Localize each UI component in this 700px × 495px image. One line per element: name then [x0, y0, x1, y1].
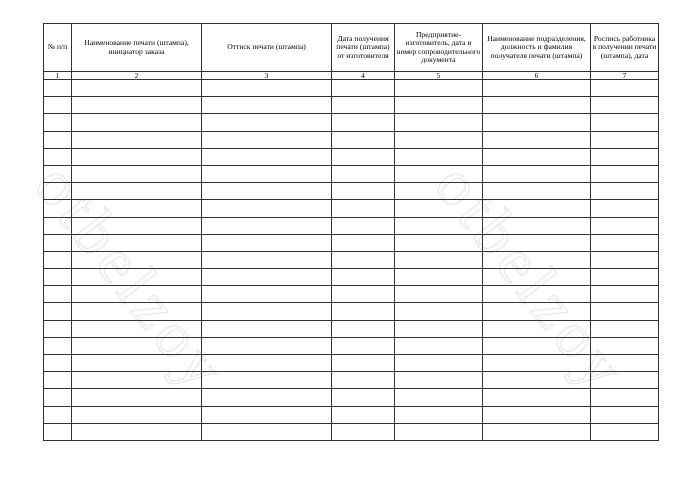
table-cell [483, 286, 591, 303]
table-cell [483, 234, 591, 251]
table-cell [483, 355, 591, 372]
table-cell [591, 97, 659, 114]
table-cell [483, 320, 591, 337]
table-cell [395, 97, 483, 114]
table-row [44, 97, 659, 114]
table-cell [332, 251, 395, 268]
table-row [44, 251, 659, 268]
table-cell [202, 165, 332, 182]
table-cell [591, 320, 659, 337]
table-cell [332, 165, 395, 182]
table-row [44, 165, 659, 182]
table-row [44, 80, 659, 97]
table-cell [591, 337, 659, 354]
table-cell [332, 80, 395, 97]
table-cell [483, 303, 591, 320]
table-cell [591, 251, 659, 268]
table-cell [591, 148, 659, 165]
table-cell [44, 389, 72, 406]
table-cell [483, 165, 591, 182]
table-cell [591, 372, 659, 389]
table-cell [202, 80, 332, 97]
header-cell: Предприятие-изготовитель, дата и номер сопроводительного документа [395, 24, 483, 72]
table-cell [395, 372, 483, 389]
table-row [44, 131, 659, 148]
table-row [44, 355, 659, 372]
table-row [44, 269, 659, 286]
table-row [44, 389, 659, 406]
table-cell [483, 337, 591, 354]
table-cell [202, 183, 332, 200]
table-cell [72, 200, 202, 217]
table-cell [483, 423, 591, 440]
table-cell [591, 200, 659, 217]
table-row [44, 217, 659, 234]
column-number: 6 [483, 72, 591, 80]
table-cell [483, 389, 591, 406]
table-cell [332, 114, 395, 131]
table-cell [202, 320, 332, 337]
header-cell: Роспись работника в получении печати (штампа), дата [591, 24, 659, 72]
table-cell [44, 269, 72, 286]
table-cell [395, 337, 483, 354]
header-cell: Дата получения печати (штампа) от изготовителя [332, 24, 395, 72]
table-cell [395, 355, 483, 372]
table-cell [202, 286, 332, 303]
journal-sheet [43, 23, 658, 441]
table-cell [202, 251, 332, 268]
table-cell [332, 406, 395, 423]
table-cell [332, 131, 395, 148]
table-cell [202, 200, 332, 217]
table-cell [72, 97, 202, 114]
table-cell [332, 217, 395, 234]
table-cell [44, 234, 72, 251]
table-cell [332, 355, 395, 372]
table-cell [483, 114, 591, 131]
table-cell [591, 234, 659, 251]
table-cell [44, 337, 72, 354]
table-cell [44, 183, 72, 200]
table-cell [72, 234, 202, 251]
table-cell [72, 320, 202, 337]
table-row [44, 423, 659, 440]
table-cell [591, 389, 659, 406]
table-row [44, 114, 659, 131]
table-cell [395, 234, 483, 251]
table-cell [44, 355, 72, 372]
table-cell [72, 165, 202, 182]
table-cell [72, 114, 202, 131]
table-cell [202, 355, 332, 372]
table-cell [591, 114, 659, 131]
table-cell [72, 303, 202, 320]
table-cell [72, 251, 202, 268]
table-cell [72, 406, 202, 423]
table-cell [44, 423, 72, 440]
column-number: 3 [202, 72, 332, 80]
table-cell [591, 303, 659, 320]
table-row [44, 337, 659, 354]
table-cell [44, 251, 72, 268]
table-cell [202, 303, 332, 320]
table-row [44, 200, 659, 217]
table-cell [72, 269, 202, 286]
table-cell [202, 234, 332, 251]
table-cell [44, 320, 72, 337]
table-cell [44, 303, 72, 320]
table-cell [332, 148, 395, 165]
table-cell [395, 183, 483, 200]
table-cell [591, 406, 659, 423]
table-cell [202, 423, 332, 440]
table-cell [332, 183, 395, 200]
table-cell [202, 217, 332, 234]
table-cell [332, 320, 395, 337]
table-cell [44, 80, 72, 97]
table-cell [332, 269, 395, 286]
table-cell [72, 355, 202, 372]
table-row [44, 148, 659, 165]
table-row [44, 320, 659, 337]
table-cell [483, 217, 591, 234]
table-cell [332, 234, 395, 251]
table-body [44, 80, 659, 441]
table-cell [483, 406, 591, 423]
table-cell [395, 389, 483, 406]
table-cell [44, 372, 72, 389]
header-cell: № п/п [44, 24, 72, 72]
column-number: 2 [72, 72, 202, 80]
table-cell [483, 200, 591, 217]
table-cell [72, 372, 202, 389]
table-cell [202, 337, 332, 354]
table-cell [395, 114, 483, 131]
table-cell [332, 200, 395, 217]
table-cell [72, 217, 202, 234]
watermark-right: otbelzoy [421, 150, 643, 406]
table-cell [483, 80, 591, 97]
watermark-left: otbelzoy [21, 150, 243, 406]
table-cell [395, 320, 483, 337]
table-cell [44, 286, 72, 303]
table-cell [72, 337, 202, 354]
table-cell [395, 165, 483, 182]
table-cell [72, 423, 202, 440]
table-cell [483, 131, 591, 148]
table-cell [332, 389, 395, 406]
table-cell [483, 97, 591, 114]
table-cell [202, 97, 332, 114]
table-cell [44, 131, 72, 148]
table-cell [44, 165, 72, 182]
header-cell: Наименование печати (штампа), инициатор заказа [72, 24, 202, 72]
table-cell [44, 406, 72, 423]
table-cell [44, 97, 72, 114]
table-cell [483, 251, 591, 268]
table-cell [591, 355, 659, 372]
table-cell [72, 148, 202, 165]
table-row [44, 183, 659, 200]
table-cell [591, 423, 659, 440]
table-cell [483, 372, 591, 389]
table-row [44, 234, 659, 251]
table-cell [44, 114, 72, 131]
table-cell [72, 80, 202, 97]
table-cell [332, 303, 395, 320]
table-cell [202, 269, 332, 286]
table-cell [483, 183, 591, 200]
header-cell: Наименование подразделения, должность и фамилия получателя печати (штампа) [483, 24, 591, 72]
column-number-row [44, 72, 659, 80]
table-cell [591, 165, 659, 182]
table-cell [591, 183, 659, 200]
table-cell [202, 131, 332, 148]
table-cell [395, 286, 483, 303]
table-cell [395, 200, 483, 217]
table-cell [395, 406, 483, 423]
table-cell [395, 131, 483, 148]
column-number: 7 [591, 72, 659, 80]
column-number: 1 [44, 72, 72, 80]
table-cell [483, 148, 591, 165]
table-cell [395, 303, 483, 320]
table-cell [395, 217, 483, 234]
column-number: 5 [395, 72, 483, 80]
table-cell [395, 80, 483, 97]
table-cell [202, 406, 332, 423]
table-cell [202, 114, 332, 131]
table-cell [332, 97, 395, 114]
table-cell [44, 200, 72, 217]
table-cell [202, 372, 332, 389]
table-cell [44, 217, 72, 234]
column-number: 4 [332, 72, 395, 80]
table-row [44, 372, 659, 389]
table-cell [72, 286, 202, 303]
table-cell [483, 269, 591, 286]
table-cell [591, 269, 659, 286]
table-cell [332, 286, 395, 303]
table-cell [591, 286, 659, 303]
table-cell [395, 148, 483, 165]
table-cell [591, 131, 659, 148]
header-cell: Оттиск печати (штампа) [202, 24, 332, 72]
table-row [44, 286, 659, 303]
table-cell [202, 389, 332, 406]
stamp-journal-table [43, 23, 659, 441]
table-cell [332, 337, 395, 354]
table-row [44, 406, 659, 423]
header-row [44, 24, 659, 72]
table-cell [395, 251, 483, 268]
table-cell [332, 423, 395, 440]
table-cell [395, 269, 483, 286]
table-cell [44, 148, 72, 165]
table-cell [72, 183, 202, 200]
table-cell [395, 423, 483, 440]
table-cell [72, 131, 202, 148]
table-row [44, 303, 659, 320]
table-cell [591, 80, 659, 97]
table-cell [202, 148, 332, 165]
table-cell [72, 389, 202, 406]
table-cell [332, 372, 395, 389]
table-cell [591, 217, 659, 234]
